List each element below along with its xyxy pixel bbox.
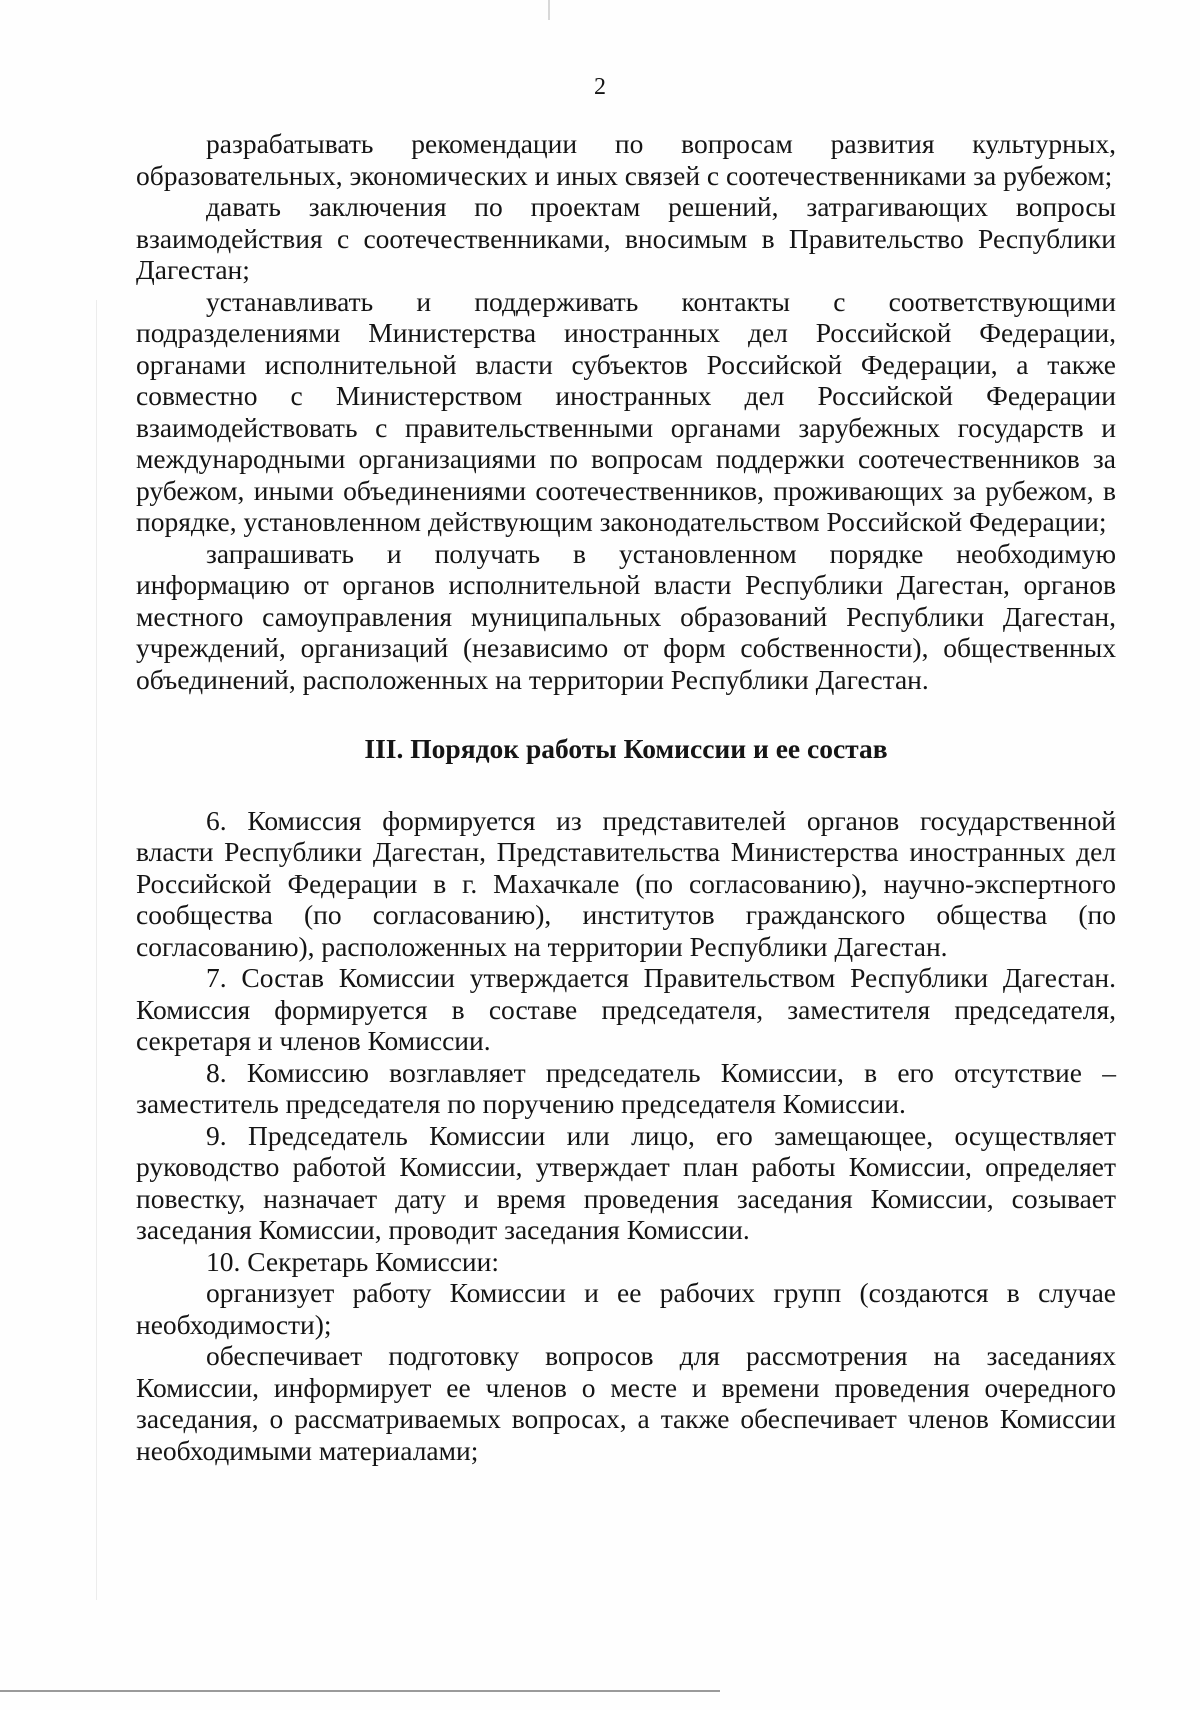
paragraph: устанавливать и поддерживать контакты с соответствующими подразделениями Министерства иностранных дел Российской Федерации, органами исполнительной власти субъектов Российской Федерации, а также совместно с Министерством иностранных дел Российской Федерации взаимодействовать с правительственными органами зарубежных государств и международными организациями по вопросам поддержки соотечественников за рубежом, иными объединениями соотечественников, проживающих за рубежом, в порядке, установленном действующим законодательством Российской Федерации; <box>136 285 1116 537</box>
page-number: 2 <box>594 74 606 100</box>
scan-artifact-left <box>96 300 97 1600</box>
paragraph: разрабатывать рекомендации по вопросам развития культурных, образовательных, экономических и иных связей с соотечественниками за рубежом; <box>136 128 1116 191</box>
paragraph: запрашивать и получать в установленном порядке необходимую информацию от органов исполнительной власти Республики Дагестан, органов местного самоуправления муниципальных образований Республики Дагестан, учреждений, организаций (независимо от форм собственности), общественных объединений, расположенных на территории Республики Дагестан. <box>136 537 1116 695</box>
scan-artifact-top <box>548 0 550 20</box>
section-heading: III. Порядок работы Комиссии и ее состав <box>364 733 888 764</box>
paragraph: обеспечивает подготовку вопросов для рассмотрения на заседаниях Комиссии, информирует ее членов о месте и времени проведения очередного заседания, о рассматриваемых вопросах, а также обеспечивает членов Комиссии необходимыми материалами; <box>136 1340 1116 1466</box>
paragraph: 6. Комиссия формируется из представителей органов государственной власти Республики Дагестан, Представительства Министерства иностранных дел Российской Федерации в г. Махачкале (по согласованию), научно-экспертного сообщества (по согласованию), институтов гражданского общества (по согласованию), расположенных на территории Республики Дагестан. <box>136 804 1116 962</box>
paragraph: 7. Состав Комиссии утверждается Правительством Республики Дагестан. Комиссия формируется в составе председателя, заместителя председателя, секретаря и членов Комиссии. <box>136 962 1116 1056</box>
paragraph: 9. Председатель Комиссии или лицо, его замещающее, осуществляет руководство работой Комиссии, утверждает план работы Комиссии, определяет повестку, назначает дату и время проведения заседания Комиссии, созывает заседания Комиссии, проводит заседания Комиссии. <box>136 1119 1116 1245</box>
scan-artifact-bottom <box>0 1690 720 1692</box>
paragraph: 8. Комиссию возглавляет председатель Комиссии, в его отсутствие – заместитель председателя по поручению председателя Комиссии. <box>136 1056 1116 1119</box>
document-body <box>136 128 1116 1466</box>
paragraph: организует работу Комиссии и ее рабочих групп (создаются в случае необходимости); <box>136 1277 1116 1340</box>
paragraph: 10. Секретарь Комиссии: <box>206 1245 499 1277</box>
paragraph: давать заключения по проектам решений, затрагивающих вопросы взаимодействия с соотечественниками, вносимым в Правительство Республики Дагестан; <box>136 191 1116 285</box>
